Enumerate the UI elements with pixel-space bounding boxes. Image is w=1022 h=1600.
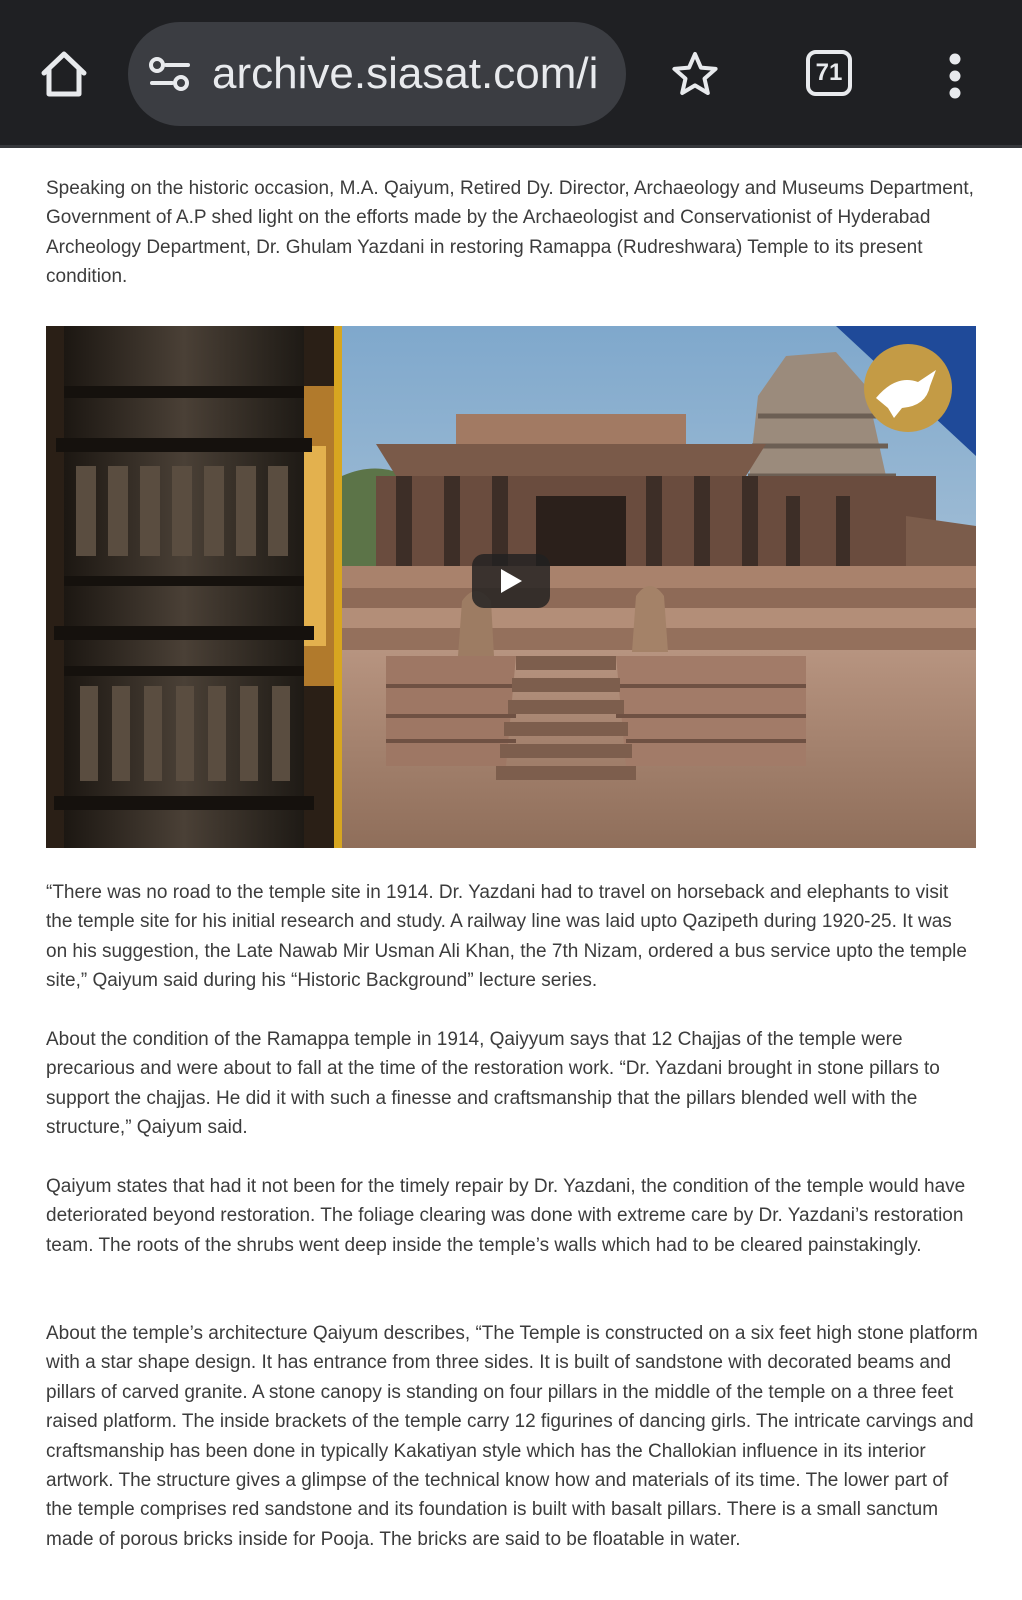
- tab-count: 71: [815, 59, 843, 86]
- tab-switcher-button[interactable]: [806, 50, 852, 96]
- home-icon[interactable]: [36, 46, 92, 102]
- video-embed[interactable]: [46, 326, 976, 848]
- article-paragraph: About the temple’s architecture Qaiyum describes, “The Temple is constructed on a six feet high stone platform with a star shape design. It has entrance from three sides. It is built of sandstone with decorated beams and pillars of carved granite. A stone canopy is standing on four pillars in the middle of the temple on a three feet raised platform. The inside brackets of the temple carry 12 figurines of dancing girls. The intricate carvings and craftsmanship has been done in typically Kakatiyan style which has the Challokian influence in its interior artwork. The structure gives a glimpse of the technical know how and materials of its time. The lower part of the temple comprises red sandstone and its foundation is built with basalt pillars. There is a small sanctum made of porous bricks inside for Pooja. The bricks are said to be floatable in water.: [46, 1323, 978, 1550]
- tune-icon[interactable]: [148, 54, 192, 94]
- article-paragraph: Qaiyum states that had it not been for the timely repair by Dr. Yazdani, the condition of the temple would have deteriorated beyond restoration. The foliage clearing was done with extreme care by Dr. Yazdani’s restoration team. The roots of the shrubs went deep inside the temple’s walls which had to be cleared painstakingly.: [46, 1176, 966, 1256]
- address-bar[interactable]: [128, 22, 626, 126]
- url-text[interactable]: archive.siasat.com/i: [212, 49, 599, 98]
- play-button[interactable]: [472, 554, 550, 608]
- browser-toolbar: [0, 0, 1022, 148]
- play-icon: [499, 568, 523, 594]
- star-icon[interactable]: [670, 50, 726, 106]
- article-paragraph: “There was no road to the temple site in 1914. Dr. Yazdani had to travel on horseback and elephants to visit the temple site for his initial research and study. A railway line was laid upto Qazipeth during 1920-25. It was on his suggestion, the Late Nawab Mir Usman Ali Khan, the 7th Nizam, ordered a bus service upto the temple site,” Qaiyum said during his “Historic Background” lecture series.: [46, 882, 967, 992]
- article-paragraph: About the condition of the Ramappa temple in 1914, Qaiyyum says that 12 Chajjas of the temple were precarious and were about to fall at the time of the restoration work. “Dr. Yazdani brought in stone pillars to support the chajjas. He did it with such a finesse and craftsmanship that the pillars blended well with the structure,” Qaiyum said.: [46, 1029, 940, 1139]
- more-vert-icon[interactable]: [940, 52, 970, 100]
- article-paragraph: Speaking on the historic occasion, M.A. Qaiyum, Retired Dy. Director, Archaeology and Museums Department, Government of A.P shed light on the efforts made by the Archaeologist and Conservationist of Hyderabad Archeology Department, Dr. Ghulam Yazdani in restoring Ramappa (Rudreshwara) Temple to its present condition.: [46, 178, 974, 288]
